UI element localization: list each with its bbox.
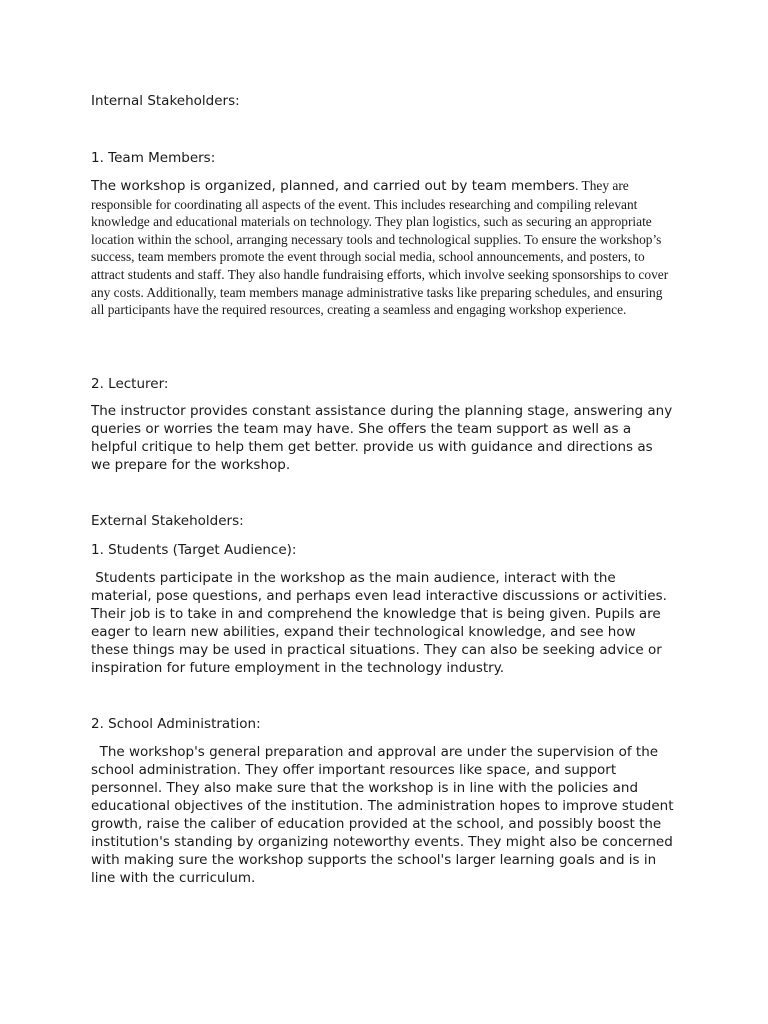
lecturer-paragraph: The instructor provides constant assistance during the planning stage, answering any queries or worries the team may have. She offers the team support as well as a helpful critique to help them get better. provide us with guidance and directions as we prepare for the workshop. bbox=[91, 403, 673, 473]
school-administration-heading: 2. School Administration: bbox=[91, 716, 261, 732]
students-heading: 1. Students (Target Audience): bbox=[91, 542, 297, 558]
team-members-body-text: . They are responsible for coordinating all aspects of the event. This includes researching and compiling relevant knowledge and educational materials on technology. They plan logistics, such as securing an appropriate location within the school, arranging necessary tools and technological supplies. To ensure the workshop’s success, team members promote the event through social media, school announcements, and posters, to attract students and staff. They also handle fundraising efforts, which involve seeking sponsorships to cover any costs. Additionally, team members manage administrative tasks like preparing schedules, and ensuring all participants have the required resources, creating a seamless and engaging workshop experience. bbox=[91, 178, 669, 318]
team-members-heading: 1. Team Members: bbox=[91, 150, 216, 166]
lecturer-heading: 2. Lecturer: bbox=[91, 376, 169, 392]
school-administration-paragraph: The workshop's general preparation and approval are under the supervision of the school administration. They offer important resources like space, and support personnel. They also make sure that the workshop is in line with the policies and educational objectives of the institution. The administration hopes to improve student growth, raise the caliber of education provided at the school, and possibly boost the institution's standing by organizing noteworthy events. They might also be concerned with making sure the workshop supports the school's larger learning goals and is in line with the curriculum. bbox=[91, 744, 678, 886]
team-members-lead-text: The workshop is organized, planned, and carried out by team members bbox=[91, 178, 576, 194]
internal-stakeholders-heading: Internal Stakeholders: bbox=[91, 93, 240, 109]
students-paragraph: Students participate in the workshop as the main audience, interact with the material, pose questions, and perhaps even lead interactive discussions or activities. Their job is to take in and comprehend the knowledge that is being given. Pupils are eager to learn new abilities, expand their technological knowledge, and see how these things may be used in practical situations. They can also be seeking advice or inspiration for future employment in the technology industry. bbox=[91, 570, 672, 676]
team-members-paragraph bbox=[91, 177, 675, 319]
external-stakeholders-heading: External Stakeholders: bbox=[91, 513, 244, 529]
